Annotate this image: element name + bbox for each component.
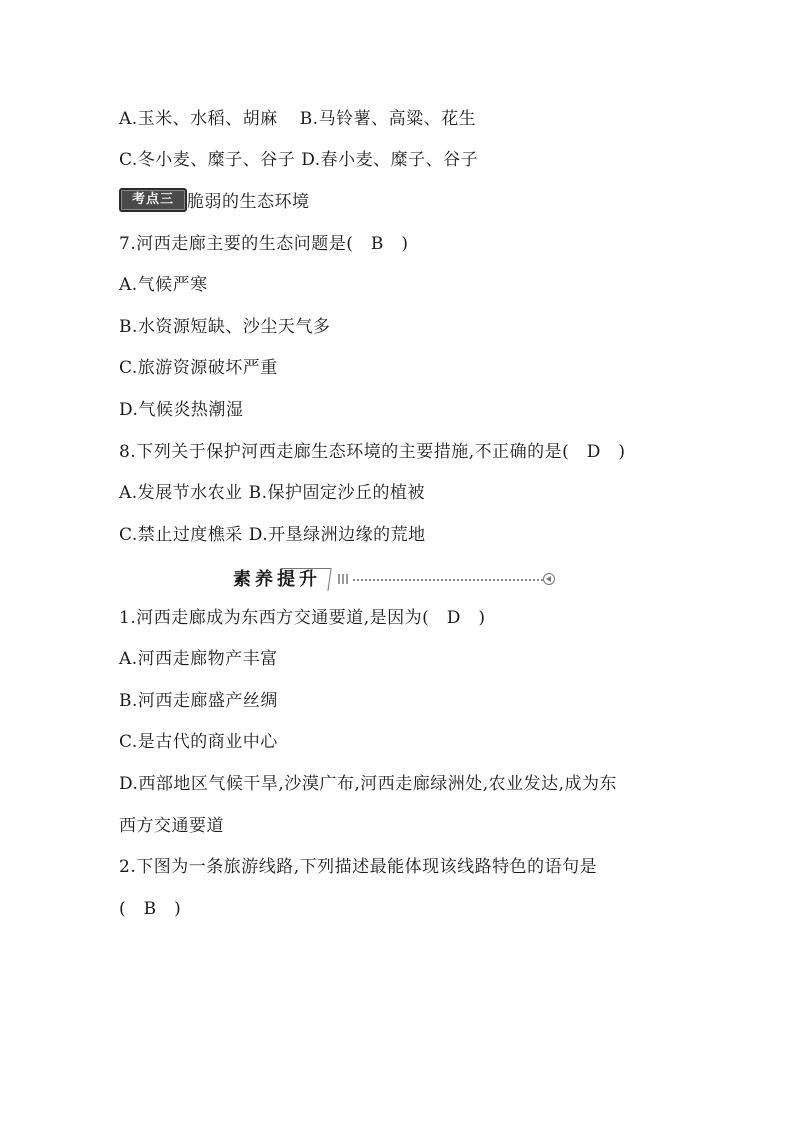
question-7: 7.河西走廊主要的生态问题是( B ) bbox=[119, 234, 409, 254]
section-arrow-decoration bbox=[338, 574, 350, 584]
practice-question-1-option-c: C.是古代的商业中心 bbox=[119, 732, 278, 752]
practice-question-1-option-d-line1: D.西部地区气候干旱,沙漠广布,河西走廊绿洲处,农业发达,成为东 bbox=[119, 774, 618, 794]
practice-question-2: 2.下图为一条旅游线路,下列描述最能体现该线路特色的语句是 bbox=[119, 857, 598, 877]
option-b-text: B.马铃薯、高粱、花生 bbox=[299, 109, 477, 129]
topic-badge: 考点三 bbox=[119, 188, 187, 212]
topic-title: 脆弱的生态环境 bbox=[187, 192, 310, 212]
question-7-option-b: B.水资源短缺、沙尘天气多 bbox=[119, 317, 331, 337]
section-header bbox=[233, 567, 563, 593]
practice-question-2-answer: ( B ) bbox=[119, 899, 182, 919]
option-line-1 bbox=[119, 107, 476, 131]
practice-question-1-option-a: A.河西走廊物产丰富 bbox=[119, 649, 278, 669]
section-dotted-rule bbox=[353, 579, 543, 581]
section-title: 素养提升 bbox=[233, 569, 321, 590]
practice-question-1-option-b: B.河西走廊盛产丝绸 bbox=[119, 691, 278, 711]
question-8-options-cd: C.禁止过度樵采 D.开垦绿洲边缘的荒地 bbox=[119, 525, 426, 545]
question-7-option-c: C.旅游资源破坏严重 bbox=[119, 358, 278, 378]
section-end-icon bbox=[543, 573, 555, 585]
question-7-option-d: D.气候炎热潮湿 bbox=[119, 400, 244, 420]
option-a-text: A.玉米、水稻、胡麻 bbox=[119, 109, 278, 129]
practice-question-1: 1.河西走廊成为东西方交通要道,是因为( D ) bbox=[119, 608, 486, 628]
question-7-option-a: A.气候严寒 bbox=[119, 275, 208, 295]
question-8: 8.下列关于保护河西走廊生态环境的主要措施,不正确的是( D ) bbox=[119, 442, 626, 462]
practice-question-1-option-d-line2: 西方交通要道 bbox=[119, 816, 224, 836]
question-8-options-ab: A.发展节水农业 B.保护固定沙丘的植被 bbox=[119, 483, 425, 503]
option-line-2: C.冬小麦、糜子、谷子 D.春小麦、糜子、谷子 bbox=[119, 150, 479, 170]
